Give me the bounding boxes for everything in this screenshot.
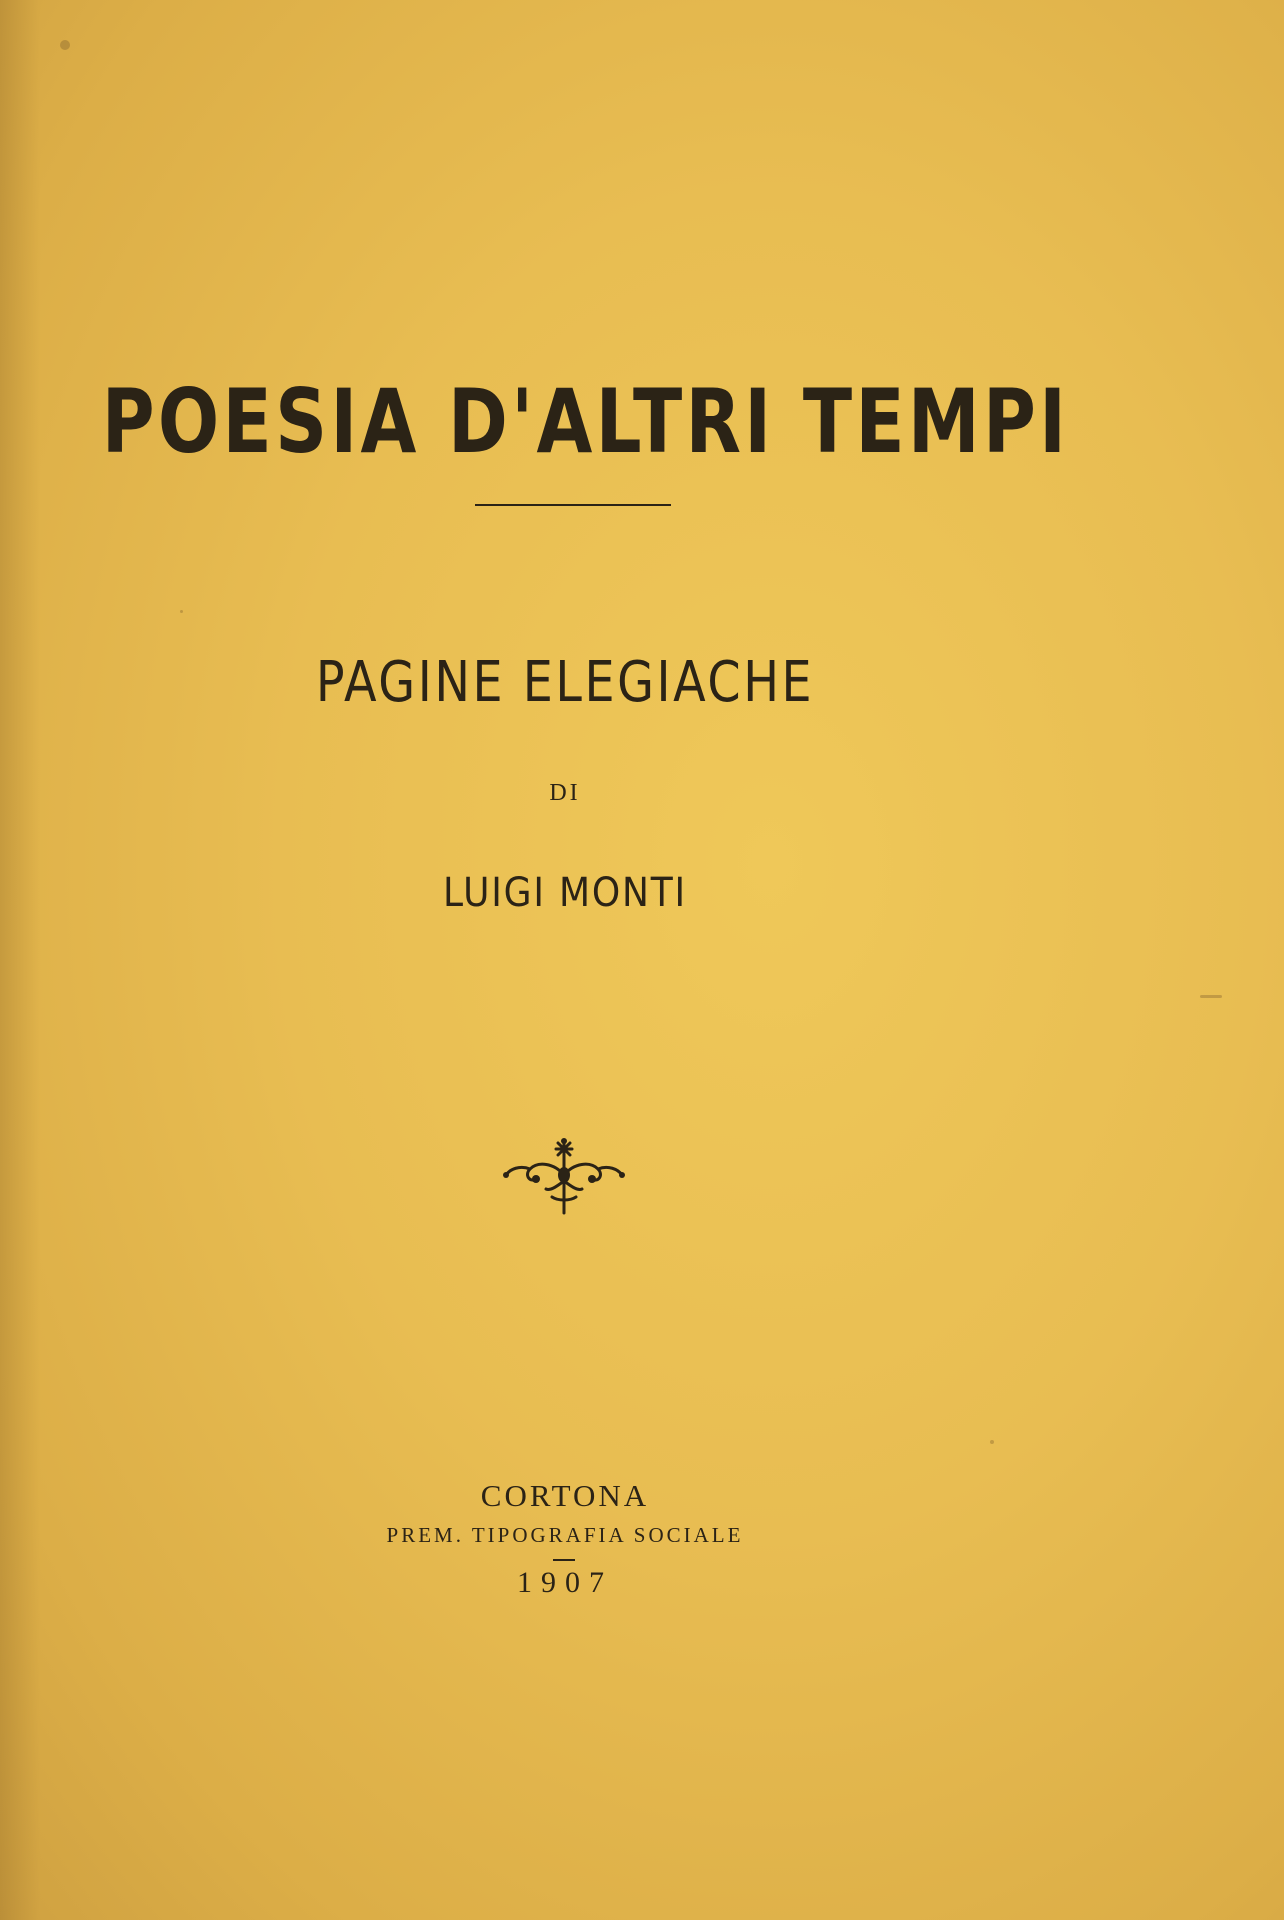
publisher-city: CORTONA <box>480 1478 650 1513</box>
by-line: DI <box>549 780 581 806</box>
paper-speck <box>180 610 183 613</box>
title-rule <box>475 504 671 506</box>
fleuron-ornament-icon <box>502 1135 626 1217</box>
paper-speck <box>60 40 70 50</box>
year-dash <box>553 1559 575 1561</box>
paper-speck <box>990 1440 994 1444</box>
book-title: POESIA D'ALTRI TEMPI <box>101 370 1070 473</box>
author-name: LUIGI MONTI <box>443 870 687 916</box>
book-subtitle: PAGINE ELEGIACHE <box>315 650 815 715</box>
paper-speck <box>1200 995 1222 998</box>
printer-name: PREM. TIPOGRAFIA SOCIALE <box>386 1523 744 1547</box>
publication-year: 1907 <box>517 1566 613 1599</box>
spine-shadow <box>0 0 40 1920</box>
